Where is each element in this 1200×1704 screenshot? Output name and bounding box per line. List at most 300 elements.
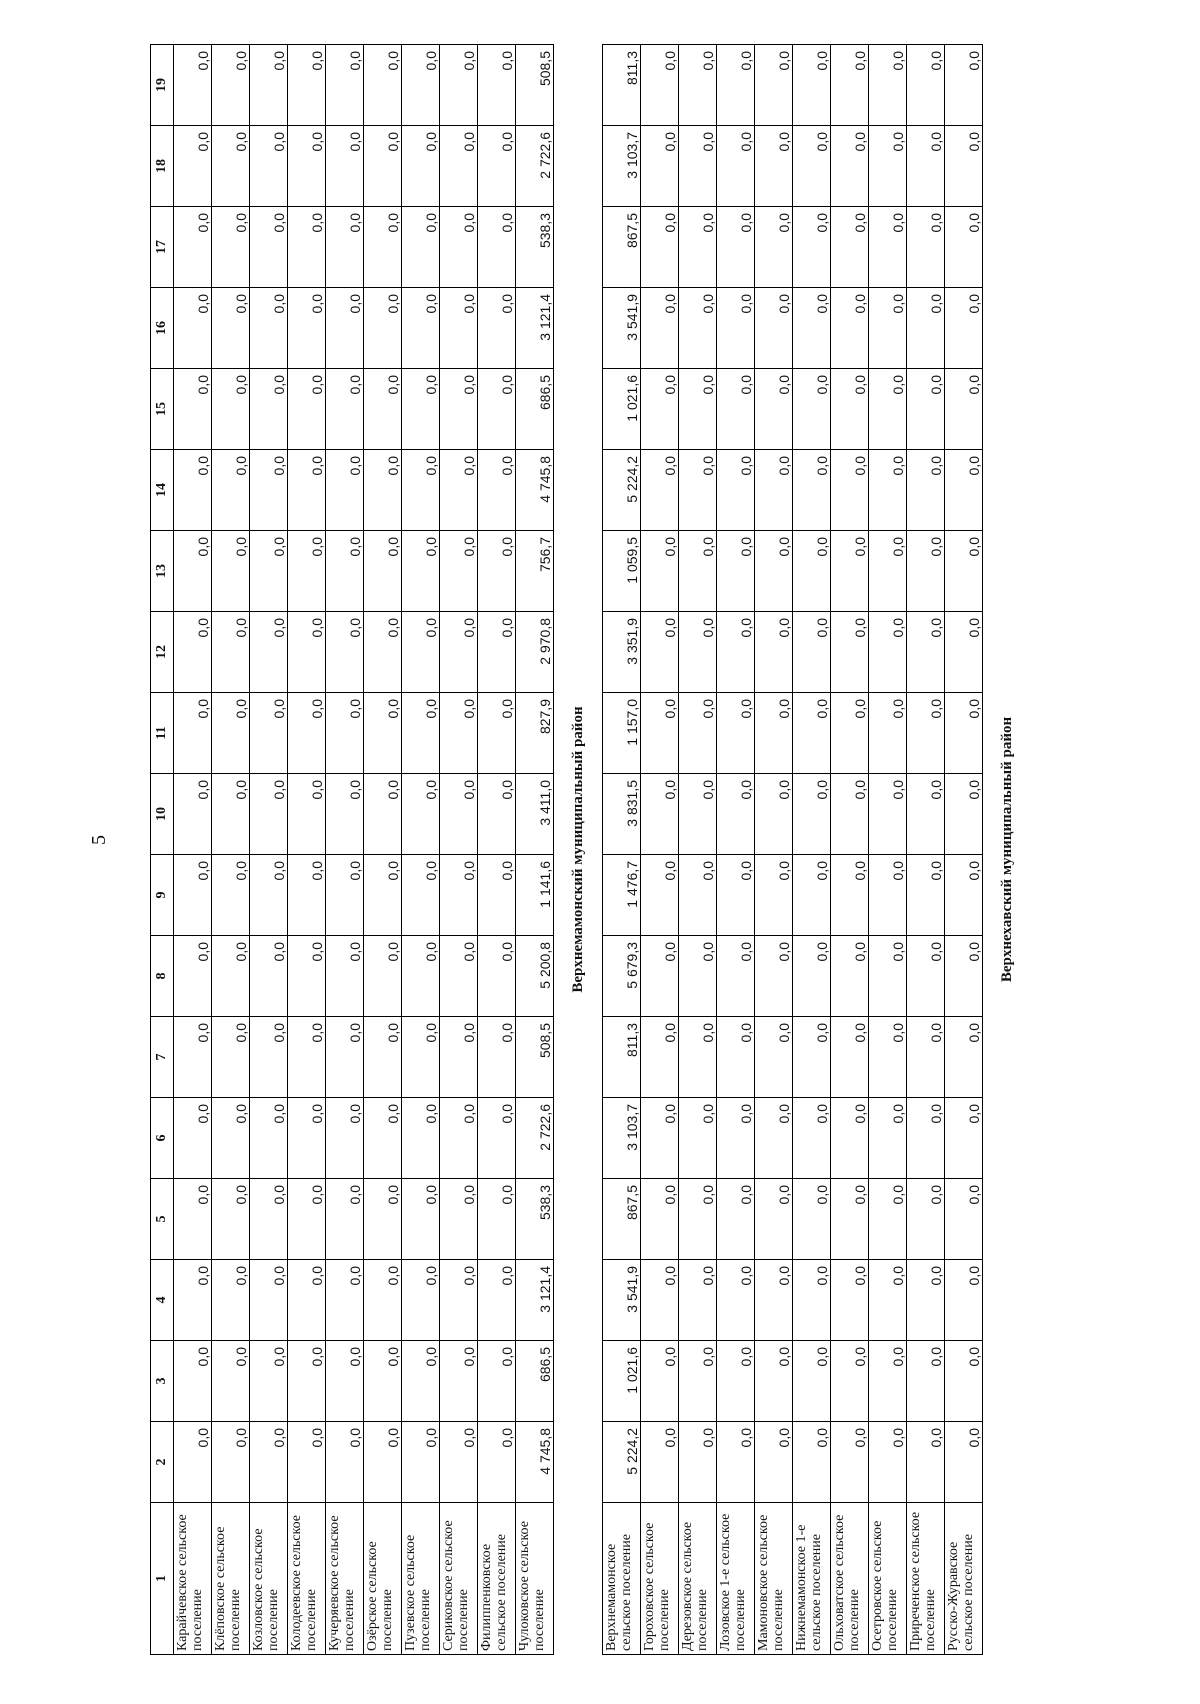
value-cell: 0,0: [907, 126, 945, 207]
value-cell: 0,0: [679, 612, 717, 693]
value-cell: 0,0: [402, 1260, 440, 1341]
value-cell: 0,0: [679, 126, 717, 207]
value-cell: 0,0: [440, 1179, 478, 1260]
value-cell: 0,0: [831, 126, 869, 207]
value-cell: 0,0: [288, 693, 326, 774]
value-cell: 0,0: [364, 855, 402, 936]
value-cell: 0,0: [869, 531, 907, 612]
value-cell: 0,0: [174, 207, 212, 288]
value-cell: 0,0: [364, 288, 402, 369]
value-cell: 0,0: [831, 288, 869, 369]
value-cell: 0,0: [326, 693, 364, 774]
value-cell: 0,0: [907, 450, 945, 531]
value-cell: 1 021,6: [603, 369, 641, 450]
value-cell: 0,0: [250, 855, 288, 936]
settlement-name: Гороховское сельское поселение: [641, 1503, 679, 1655]
value-cell: 0,0: [174, 45, 212, 126]
value-cell: 0,0: [326, 369, 364, 450]
value-cell: 4 745,8: [516, 450, 554, 531]
value-cell: 0,0: [288, 774, 326, 855]
value-cell: 0,0: [250, 1422, 288, 1503]
value-cell: 0,0: [831, 612, 869, 693]
value-cell: 0,0: [326, 450, 364, 531]
table-row: [440, 45, 478, 1655]
value-cell: 0,0: [326, 207, 364, 288]
value-cell: 0,0: [212, 450, 250, 531]
table-row: [641, 45, 679, 1655]
column-header: 9: [151, 855, 174, 936]
value-cell: 0,0: [174, 450, 212, 531]
value-cell: 0,0: [174, 1422, 212, 1503]
table-row: [831, 45, 869, 1655]
table-row: [603, 45, 641, 1655]
value-cell: 0,0: [755, 693, 793, 774]
value-cell: 0,0: [755, 612, 793, 693]
value-cell: 0,0: [641, 207, 679, 288]
value-cell: 0,0: [717, 936, 755, 1017]
value-cell: 0,0: [831, 1341, 869, 1422]
settlement-name: Колодеевское сельское поселение: [288, 1503, 326, 1655]
value-cell: 0,0: [679, 1422, 717, 1503]
value-cell: 0,0: [478, 450, 516, 531]
value-cell: 0,0: [641, 450, 679, 531]
value-cell: 0,0: [364, 1017, 402, 1098]
value-cell: 0,0: [440, 774, 478, 855]
value-cell: 0,0: [945, 45, 983, 126]
value-cell: 0,0: [288, 45, 326, 126]
value-cell: 1 476,7: [603, 855, 641, 936]
value-cell: 0,0: [250, 1179, 288, 1260]
value-cell: 0,0: [831, 531, 869, 612]
value-cell: 0,0: [402, 531, 440, 612]
table-row: [364, 45, 402, 1655]
value-cell: 3 541,9: [603, 288, 641, 369]
settlement-name: Ольховатское сельское поселение: [831, 1503, 869, 1655]
value-cell: 4 745,8: [516, 1422, 554, 1503]
column-header: 14: [151, 450, 174, 531]
settlement-name: Русско-Журавское сельское поселение: [945, 1503, 983, 1655]
value-cell: 508,5: [516, 1017, 554, 1098]
value-cell: 0,0: [288, 1098, 326, 1179]
value-cell: 0,0: [717, 1179, 755, 1260]
value-cell: 0,0: [831, 693, 869, 774]
value-cell: 0,0: [326, 126, 364, 207]
value-cell: 0,0: [440, 693, 478, 774]
value-cell: 0,0: [364, 612, 402, 693]
page-number: 5: [88, 835, 110, 845]
value-cell: 0,0: [907, 693, 945, 774]
value-cell: 0,0: [478, 693, 516, 774]
value-cell: 0,0: [250, 1260, 288, 1341]
value-cell: 0,0: [869, 126, 907, 207]
value-cell: 0,0: [440, 1422, 478, 1503]
value-cell: 0,0: [326, 612, 364, 693]
value-cell: 0,0: [793, 1098, 831, 1179]
column-header: 18: [151, 126, 174, 207]
value-cell: 0,0: [793, 936, 831, 1017]
value-cell: 0,0: [250, 531, 288, 612]
value-cell: 0,0: [869, 1260, 907, 1341]
value-cell: 756,7: [516, 531, 554, 612]
value-cell: 0,0: [250, 126, 288, 207]
column-header: 7: [151, 1017, 174, 1098]
value-cell: 0,0: [174, 774, 212, 855]
value-cell: 0,0: [717, 126, 755, 207]
value-cell: 0,0: [326, 936, 364, 1017]
value-cell: 0,0: [402, 369, 440, 450]
value-cell: 0,0: [174, 1179, 212, 1260]
value-cell: 0,0: [250, 774, 288, 855]
value-cell: 0,0: [869, 774, 907, 855]
value-cell: 0,0: [869, 45, 907, 126]
value-cell: 0,0: [945, 693, 983, 774]
value-cell: 0,0: [402, 207, 440, 288]
value-cell: 3 411,0: [516, 774, 554, 855]
value-cell: 0,0: [679, 774, 717, 855]
value-cell: 0,0: [793, 1422, 831, 1503]
value-cell: 0,0: [440, 126, 478, 207]
settlement-name: Озёрское сельское поселение: [364, 1503, 402, 1655]
value-cell: 0,0: [717, 612, 755, 693]
value-cell: 0,0: [869, 1341, 907, 1422]
value-cell: 0,0: [793, 693, 831, 774]
value-cell: 0,0: [402, 612, 440, 693]
district-title: Верхнехавский муниципальный район: [998, 716, 1015, 983]
value-cell: 0,0: [402, 1098, 440, 1179]
value-cell: 0,0: [907, 1422, 945, 1503]
value-cell: 3 831,5: [603, 774, 641, 855]
value-cell: 0,0: [288, 1179, 326, 1260]
value-cell: 0,0: [717, 288, 755, 369]
value-cell: 0,0: [869, 288, 907, 369]
value-cell: 0,0: [717, 1341, 755, 1422]
value-cell: 0,0: [717, 531, 755, 612]
value-cell: 0,0: [250, 450, 288, 531]
value-cell: 0,0: [831, 1179, 869, 1260]
value-cell: 0,0: [907, 288, 945, 369]
value-cell: 0,0: [793, 450, 831, 531]
value-cell: 867,5: [603, 207, 641, 288]
value-cell: 0,0: [869, 693, 907, 774]
value-cell: 0,0: [326, 855, 364, 936]
value-cell: 0,0: [869, 612, 907, 693]
value-cell: 0,0: [174, 936, 212, 1017]
value-cell: 0,0: [478, 45, 516, 126]
value-cell: 0,0: [478, 855, 516, 936]
value-cell: 0,0: [907, 1017, 945, 1098]
value-cell: 0,0: [478, 1179, 516, 1260]
value-cell: 0,0: [831, 1098, 869, 1179]
settlement-name: Чулоковское сельское поселение: [516, 1503, 554, 1655]
section-row: [554, 45, 603, 1655]
value-cell: 0,0: [364, 774, 402, 855]
value-cell: 0,0: [440, 936, 478, 1017]
value-cell: 0,0: [679, 1260, 717, 1341]
value-cell: 0,0: [717, 45, 755, 126]
value-cell: 0,0: [641, 45, 679, 126]
column-header: 11: [151, 693, 174, 774]
settlement-name: Клёповское сельское поселение: [212, 1503, 250, 1655]
value-cell: 0,0: [945, 1179, 983, 1260]
value-cell: 0,0: [478, 531, 516, 612]
value-cell: 0,0: [831, 45, 869, 126]
value-cell: 0,0: [641, 288, 679, 369]
value-cell: 0,0: [174, 1260, 212, 1341]
value-cell: 0,0: [402, 288, 440, 369]
value-cell: 0,0: [326, 1341, 364, 1422]
value-cell: 0,0: [907, 531, 945, 612]
value-cell: 0,0: [440, 531, 478, 612]
value-cell: 0,0: [755, 1341, 793, 1422]
value-cell: 0,0: [755, 531, 793, 612]
value-cell: 827,9: [516, 693, 554, 774]
settlement-name: Кучеряевское сельское поселение: [326, 1503, 364, 1655]
value-cell: 0,0: [212, 369, 250, 450]
value-cell: 0,0: [907, 1341, 945, 1422]
column-header: 2: [151, 1422, 174, 1503]
value-cell: 0,0: [402, 693, 440, 774]
value-cell: 0,0: [869, 1098, 907, 1179]
value-cell: 0,0: [402, 855, 440, 936]
value-cell: 0,0: [907, 1260, 945, 1341]
value-cell: 0,0: [831, 207, 869, 288]
value-cell: 0,0: [793, 531, 831, 612]
value-cell: 0,0: [440, 855, 478, 936]
value-cell: 0,0: [945, 369, 983, 450]
value-cell: 0,0: [869, 855, 907, 936]
value-cell: 0,0: [945, 1017, 983, 1098]
value-cell: 0,0: [869, 207, 907, 288]
value-cell: 1 059,5: [603, 531, 641, 612]
value-cell: 0,0: [402, 45, 440, 126]
district-title: Верхнемамонский муниципальный район: [569, 706, 586, 993]
value-cell: 0,0: [717, 693, 755, 774]
value-cell: 538,3: [516, 207, 554, 288]
value-cell: 5 200,8: [516, 936, 554, 1017]
value-cell: 0,0: [907, 1179, 945, 1260]
header-row: [151, 45, 174, 1655]
value-cell: 0,0: [793, 1260, 831, 1341]
value-cell: 0,0: [945, 288, 983, 369]
value-cell: 0,0: [288, 936, 326, 1017]
value-cell: 0,0: [679, 288, 717, 369]
value-cell: 0,0: [326, 1422, 364, 1503]
value-cell: 0,0: [478, 1098, 516, 1179]
value-cell: 0,0: [402, 1341, 440, 1422]
column-header: 5: [151, 1179, 174, 1260]
value-cell: 0,0: [755, 45, 793, 126]
value-cell: 0,0: [641, 1017, 679, 1098]
value-cell: 0,0: [288, 288, 326, 369]
value-cell: 0,0: [755, 1098, 793, 1179]
settlement-name: Дерезовское сельское поселение: [679, 1503, 717, 1655]
settlement-name: Козловское сельское поселение: [250, 1503, 288, 1655]
value-cell: 0,0: [679, 1341, 717, 1422]
column-header: 15: [151, 369, 174, 450]
table-row: [288, 45, 326, 1655]
value-cell: 0,0: [402, 1422, 440, 1503]
value-cell: 0,0: [250, 369, 288, 450]
value-cell: 0,0: [212, 936, 250, 1017]
value-cell: 0,0: [212, 1098, 250, 1179]
column-header: 13: [151, 531, 174, 612]
value-cell: 0,0: [288, 450, 326, 531]
value-cell: 0,0: [364, 1422, 402, 1503]
value-cell: 0,0: [288, 1260, 326, 1341]
rotated-table-page: [150, 33, 1050, 1655]
column-header: 6: [151, 1098, 174, 1179]
value-cell: 0,0: [250, 288, 288, 369]
value-cell: 0,0: [364, 369, 402, 450]
table-row: [755, 45, 793, 1655]
value-cell: 0,0: [755, 1017, 793, 1098]
value-cell: 0,0: [250, 1017, 288, 1098]
settlement-name: Пузевское сельское поселение: [402, 1503, 440, 1655]
value-cell: 0,0: [478, 936, 516, 1017]
value-cell: 0,0: [907, 207, 945, 288]
value-cell: 0,0: [212, 207, 250, 288]
value-cell: 811,3: [603, 1017, 641, 1098]
value-cell: 0,0: [641, 531, 679, 612]
value-cell: 0,0: [755, 855, 793, 936]
value-cell: 0,0: [793, 612, 831, 693]
value-cell: 0,0: [212, 1341, 250, 1422]
value-cell: 0,0: [641, 1179, 679, 1260]
value-cell: 2 722,6: [516, 1098, 554, 1179]
value-cell: 0,0: [250, 1341, 288, 1422]
value-cell: 0,0: [945, 450, 983, 531]
value-cell: 0,0: [288, 207, 326, 288]
value-cell: 867,5: [603, 1179, 641, 1260]
value-cell: 3 541,9: [603, 1260, 641, 1341]
value-cell: 0,0: [755, 369, 793, 450]
value-cell: 0,0: [250, 612, 288, 693]
value-cell: 0,0: [174, 693, 212, 774]
value-cell: 0,0: [440, 207, 478, 288]
value-cell: 0,0: [831, 369, 869, 450]
value-cell: 0,0: [364, 207, 402, 288]
value-cell: 0,0: [755, 774, 793, 855]
value-cell: 0,0: [945, 612, 983, 693]
value-cell: 0,0: [679, 450, 717, 531]
section-row: [983, 45, 1032, 1655]
value-cell: 5 224,2: [603, 450, 641, 531]
value-cell: 0,0: [869, 1422, 907, 1503]
value-cell: 0,0: [174, 531, 212, 612]
value-cell: 0,0: [478, 207, 516, 288]
value-cell: 0,0: [440, 1098, 478, 1179]
value-cell: 0,0: [679, 531, 717, 612]
value-cell: 0,0: [402, 1017, 440, 1098]
value-cell: 0,0: [641, 855, 679, 936]
value-cell: 0,0: [717, 1422, 755, 1503]
value-cell: 0,0: [869, 450, 907, 531]
value-cell: 0,0: [288, 1422, 326, 1503]
value-cell: 0,0: [831, 1017, 869, 1098]
value-cell: 1 141,6: [516, 855, 554, 936]
settlement-name: Лозовское 1-е сельское поселение: [717, 1503, 755, 1655]
value-cell: 0,0: [945, 774, 983, 855]
value-cell: 0,0: [364, 1341, 402, 1422]
value-cell: 0,0: [945, 126, 983, 207]
column-header: 4: [151, 1260, 174, 1341]
value-cell: 0,0: [326, 1260, 364, 1341]
value-cell: 0,0: [212, 1179, 250, 1260]
table-row: [478, 45, 516, 1655]
value-cell: 0,0: [326, 1017, 364, 1098]
value-cell: 0,0: [402, 936, 440, 1017]
value-cell: 0,0: [174, 288, 212, 369]
value-cell: 0,0: [478, 612, 516, 693]
value-cell: 0,0: [641, 774, 679, 855]
value-cell: 0,0: [326, 774, 364, 855]
table-row: [945, 45, 983, 1655]
value-cell: 5 224,2: [603, 1422, 641, 1503]
value-cell: 0,0: [440, 288, 478, 369]
value-cell: 0,0: [907, 855, 945, 936]
value-cell: 0,0: [478, 369, 516, 450]
value-cell: 0,0: [174, 126, 212, 207]
value-cell: 0,0: [717, 450, 755, 531]
value-cell: 0,0: [364, 693, 402, 774]
value-cell: 0,0: [679, 1098, 717, 1179]
column-header: 8: [151, 936, 174, 1017]
column-header: 16: [151, 288, 174, 369]
value-cell: 0,0: [250, 936, 288, 1017]
settlement-name: Карайчевское сельское поселение: [174, 1503, 212, 1655]
value-cell: 0,0: [364, 1179, 402, 1260]
column-header: 3: [151, 1341, 174, 1422]
value-cell: 0,0: [250, 693, 288, 774]
value-cell: 0,0: [364, 531, 402, 612]
value-cell: 0,0: [869, 1179, 907, 1260]
table-row: [907, 45, 945, 1655]
value-cell: 0,0: [945, 531, 983, 612]
table-row: [793, 45, 831, 1655]
value-cell: 0,0: [831, 774, 869, 855]
value-cell: 0,0: [326, 45, 364, 126]
value-cell: 0,0: [641, 936, 679, 1017]
value-cell: 0,0: [478, 774, 516, 855]
value-cell: 0,0: [174, 1017, 212, 1098]
value-cell: 2 970,8: [516, 612, 554, 693]
value-cell: 0,0: [174, 855, 212, 936]
value-cell: 0,0: [945, 207, 983, 288]
value-cell: 811,3: [603, 45, 641, 126]
settlement-name: Осетровское сельское поселение: [869, 1503, 907, 1655]
value-cell: 0,0: [793, 774, 831, 855]
value-cell: 0,0: [755, 450, 793, 531]
table-row: [250, 45, 288, 1655]
value-cell: 538,3: [516, 1179, 554, 1260]
column-header: 19: [151, 45, 174, 126]
value-cell: 0,0: [288, 126, 326, 207]
settlement-name: Приреченское сельское поселение: [907, 1503, 945, 1655]
value-cell: 0,0: [793, 369, 831, 450]
value-cell: 0,0: [755, 288, 793, 369]
value-cell: 0,0: [679, 855, 717, 936]
table-row: [212, 45, 250, 1655]
value-cell: 0,0: [250, 45, 288, 126]
value-cell: 0,0: [478, 288, 516, 369]
value-cell: 0,0: [717, 369, 755, 450]
value-cell: 0,0: [212, 531, 250, 612]
value-cell: 0,0: [755, 207, 793, 288]
value-cell: 686,5: [516, 1341, 554, 1422]
value-cell: 0,0: [212, 1260, 250, 1341]
value-cell: 3 121,4: [516, 288, 554, 369]
table-row: [516, 45, 554, 1655]
